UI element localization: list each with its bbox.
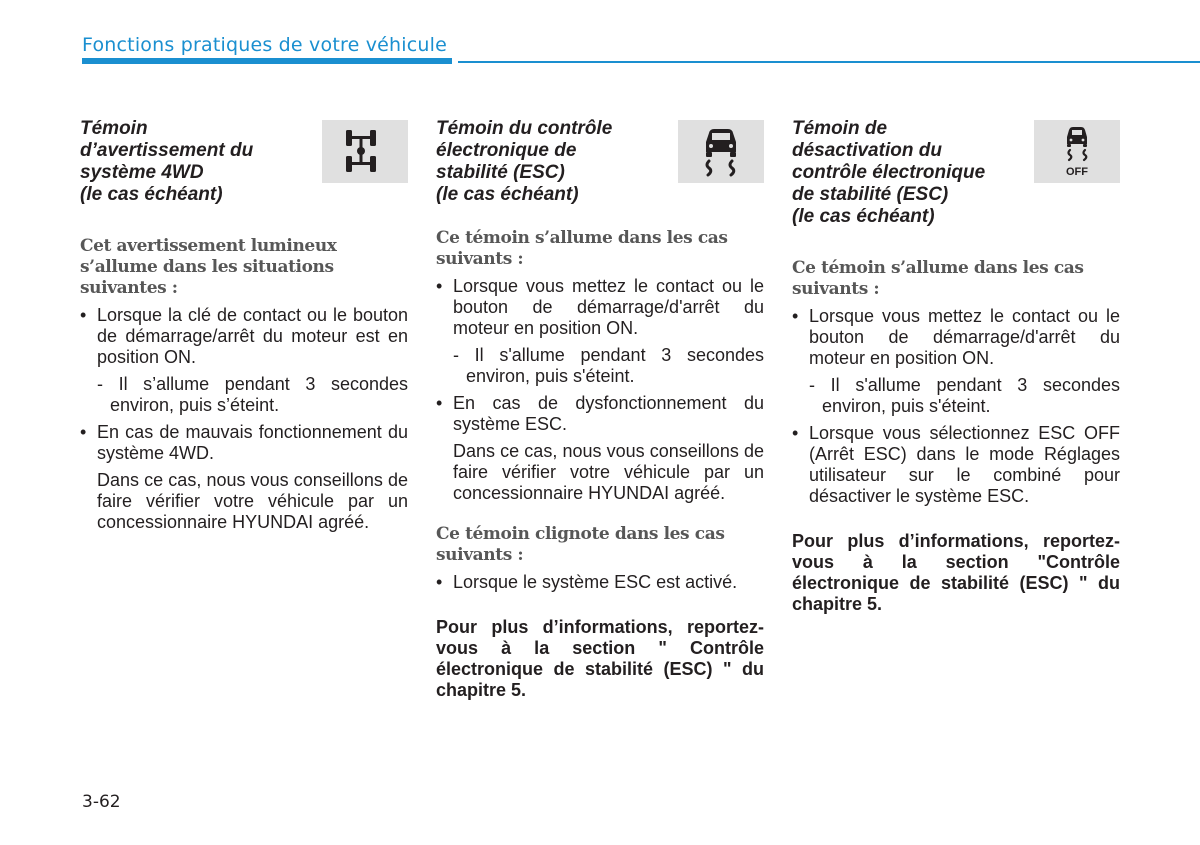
bullet: • [80, 305, 87, 325]
bullet: • [436, 572, 443, 592]
condition-list [80, 305, 408, 533]
column-esc-indicator [436, 118, 764, 701]
4wd-warning-icon [322, 120, 408, 183]
list-item: • En cas de dysfonctionnement du système ESC. Dans ce cas, nous vous conseillons de faire vérifier votre véhicule par un concessionnaire HYUNDAI agréé. [436, 393, 764, 503]
more-info-reference: Pour plus d’informations, reportez-vous à la section " Contrôle électronique de stabilité (ESC) " du chapitre 5. [436, 617, 764, 700]
page-number: 3-62 [82, 792, 121, 812]
bullet: • [80, 422, 87, 442]
section-subheading: Cet avertissement lumineux s’allume dans les situations suivantes : [80, 236, 337, 298]
bullet: • [792, 423, 799, 443]
sub-item: - Il s’allume pendant 3 secondes environ, puis s’éteint. [97, 374, 408, 415]
list-item: • Lorsque la clé de contact ou le bouton de démarrage/arrêt du moteur est en position ON. - Il s’allume pendant 3 secondes environ, puis s’éteint. [80, 305, 408, 415]
condition-list [436, 572, 764, 593]
esc-off-indicator-icon [1034, 120, 1120, 183]
condition-list [436, 276, 764, 504]
bullet: • [436, 276, 443, 296]
item-note: Dans ce cas, nous vous conseillons de faire vérifier votre véhicule par un concessionnaire HYUNDAI agréé. [97, 470, 408, 532]
section-subheading: Ce témoin clignote dans les cas suivants : [436, 524, 725, 565]
section-heading: Témoin d’avertissement du système 4WD (le cas échéant) [80, 118, 254, 205]
list-item: • Lorsque le système ESC est activé. [436, 572, 738, 592]
section-heading: Témoin de désactivation du contrôle électronique de stabilité (ESC) (le cas échéant) [792, 118, 986, 227]
sub-item: - Il s'allume pendant 3 secondes environ, puis s'éteint. [809, 375, 1120, 416]
bullet: • [436, 393, 443, 413]
esc-indicator-icon [678, 120, 764, 183]
header-rule-thick [82, 58, 452, 64]
page-header-title: Fonctions pratiques de votre véhicule [82, 34, 448, 56]
sub-item: - Il s'allume pendant 3 secondes environ, puis s'éteint. [453, 345, 764, 386]
header-rule-thin [458, 61, 1200, 63]
bullet: • [792, 306, 799, 326]
icon-off-label: OFF [1066, 166, 1088, 178]
list-item: • Lorsque vous sélectionnez ESC OFF (Arrêt ESC) dans le mode Réglages utilisateur sur le combiné pour désactiver le système ESC. [792, 423, 1120, 506]
column-4wd-warning [80, 118, 408, 539]
more-info-reference: Pour plus d’informations, reportez-vous à la section "Contrôle électronique de stabilité (ESC) " du chapitre 5. [792, 531, 1120, 614]
section-subheading: Ce témoin s’allume dans les cas suivants : [792, 258, 1084, 299]
section-heading: Témoin du contrôle électronique de stabilité (ESC) (le cas échéant) [436, 118, 613, 205]
list-item: • En cas de mauvais fonctionnement du système 4WD. Dans ce cas, nous vous conseillons de faire vérifier votre véhicule par un concessionnaire HYUNDAI agréé. [80, 422, 408, 532]
list-item: • Lorsque vous mettez le contact ou le bouton de démarrage/d'arrêt du moteur en position ON. - Il s'allume pendant 3 secondes environ, puis s'éteint. [792, 306, 1120, 416]
column-esc-off-indicator [792, 118, 1120, 615]
item-note: Dans ce cas, nous vous conseillons de faire vérifier votre véhicule par un concessionnaire HYUNDAI agréé. [453, 441, 764, 503]
list-item: • Lorsque vous mettez le contact ou le bouton de démarrage/d'arrêt du moteur en position ON. - Il s'allume pendant 3 secondes environ, puis s'éteint. [436, 276, 764, 386]
condition-list [792, 306, 1120, 507]
section-subheading: Ce témoin s’allume dans les cas suivants : [436, 228, 728, 269]
